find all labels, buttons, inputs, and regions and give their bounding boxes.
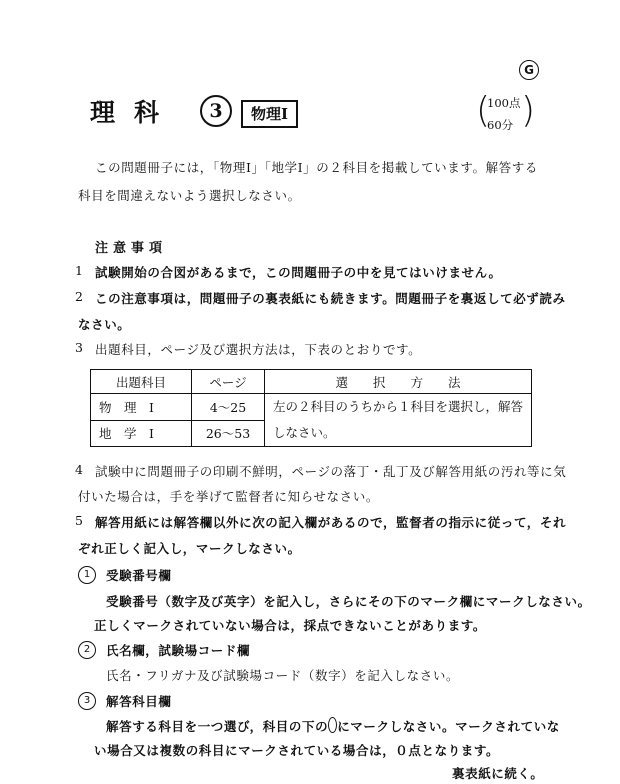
table-header-subject: 出題科目: [91, 370, 192, 394]
item-4-line-1: 試験中に問題冊子の印刷不鮮明，ページの落丁・乱丁及び解答用紙の汚れ等に気: [95, 464, 567, 479]
subitem-2-line-1: 氏名・フリガナ及び試験場コード（数字）を記入しなさい。: [106, 668, 460, 683]
subject-table: [90, 369, 532, 447]
close-paren: ): [521, 90, 536, 131]
table-header-row: [91, 370, 532, 394]
intro-line-1: この問題冊子には，「物理Ⅰ」「地学Ⅰ」の２科目を掲載しています。解答する: [95, 160, 538, 175]
subitem-2-number: 2: [78, 641, 96, 659]
subitem-3-line-2: い場合又は複数の科目にマークされている場合は，０点となります。: [94, 743, 500, 758]
item-2-line-1: この注意事項は，問題冊子の裏表紙にも続きます。問題冊子を裏返して必ず読み: [95, 291, 566, 306]
table-cell-subject: 地 学 Ⅰ: [91, 420, 192, 447]
table-cell-pages: 4〜25: [192, 394, 265, 421]
subitem-3-line-1: [106, 717, 560, 735]
intro-line-2: 科目を間違えないよう選択しなさい。: [78, 188, 301, 203]
item-4-line-2: 付いた場合は，手を挙げて監督者に知らせなさい。: [78, 489, 379, 504]
item-3-number: 3: [75, 340, 84, 355]
subitem-1-number: 1: [78, 566, 96, 584]
table-row: [91, 394, 532, 421]
item-1-text: 試験開始の合図があるまで，この問題冊子の中を見てはいけません。: [95, 265, 502, 280]
method-line-1: 左の２科目のうちから１科目を選択し，解答: [273, 399, 524, 414]
title-subject-box: 物理Ⅰ: [241, 100, 298, 128]
table-cell-subject: 物 理 Ⅰ: [91, 394, 192, 421]
subitem-1-line-2: 正しくマークされていない場合は，採点できないことがあります。: [94, 618, 487, 633]
item-2-line-2: なさい。: [78, 317, 131, 332]
item-5-line-2: ぞれ正しく記入し，マークしなさい。: [78, 541, 301, 556]
method-line-2: しなさい。: [273, 425, 336, 440]
subitem-3-line-1-post: にマークしなさい。マークされていな: [337, 719, 560, 734]
item-4-number: 4: [75, 462, 84, 477]
item-5-line-1: 解答用紙には解答欄以外に次の記入欄があるので，監督者の指示に従って，それ: [95, 515, 567, 530]
subitem-3-title: 解答科目欄: [106, 694, 172, 709]
subitem-3-line-1-pre: 解答する科目を一つ選び，科目の下の: [106, 719, 329, 734]
table-header-pages: ページ: [192, 370, 265, 394]
item-5-number: 5: [75, 513, 84, 528]
table-cell-pages: 26〜53: [192, 420, 265, 447]
open-paren: (: [476, 90, 491, 131]
subitem-2-title: 氏名欄，試験場コード欄: [106, 643, 251, 658]
continue-note: 裏表紙に続く。: [452, 766, 544, 781]
subitem-3-number: 3: [78, 692, 96, 710]
mark-oval-icon: [328, 717, 337, 733]
subitem-1-title: 受験番号欄: [106, 568, 172, 583]
page-title: 理科: [90, 98, 179, 127]
item-2-number: 2: [75, 289, 84, 304]
item-1-number: 1: [75, 263, 84, 278]
item-3-text: 出題科目，ページ及び選択方法は，下表のとおりです。: [95, 342, 422, 357]
corner-mark: G: [519, 60, 539, 80]
table-cell-method: [265, 394, 532, 447]
title-number: 3: [200, 95, 232, 127]
table-header-method: 選 択 方 法: [265, 370, 532, 394]
subitem-1-line-1: 受験番号（数字及び英字）を記入し，さらにその下のマーク欄にマークしなさい。: [106, 594, 591, 609]
score-label: 100点: [487, 96, 521, 110]
notes-heading: 注意事項: [95, 241, 168, 256]
time-label: 60分: [487, 118, 514, 132]
